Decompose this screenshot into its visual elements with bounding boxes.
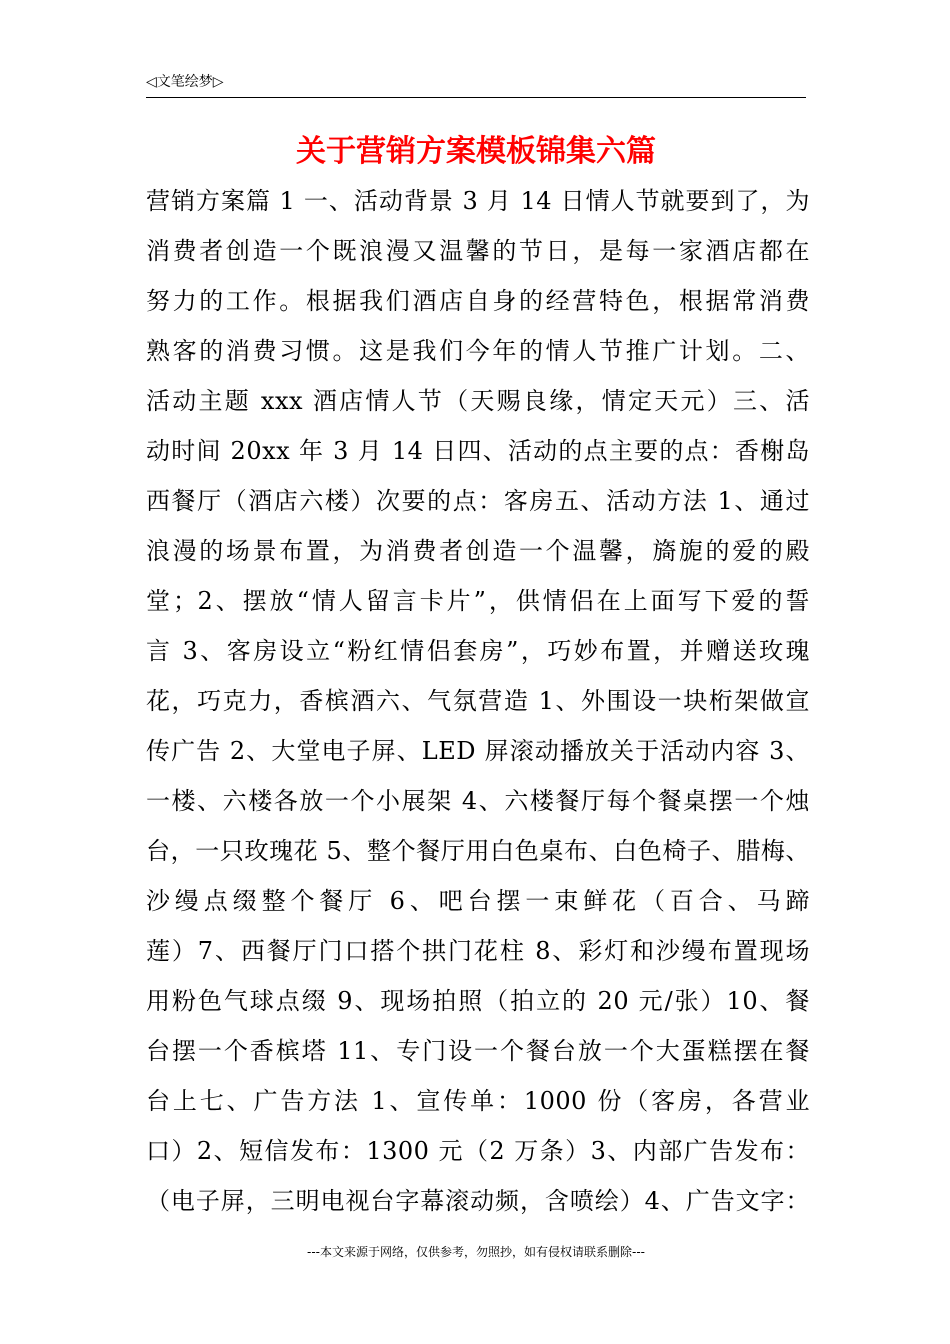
body-line: 用粉色气球点缀 9、现场拍照（拍立的 20 元/张）10、餐: [146, 987, 810, 1015]
body-line: （电子屏，三明电视台字幕滚动频，含喷绘）4、广告文字：: [146, 1187, 810, 1215]
header-label: ◁文笔绘梦▷: [146, 74, 224, 90]
body-line: 消费者创造一个既浪漫又温馨的节日，是每一家酒店都在: [146, 237, 810, 265]
body-line: 动时间 20xx 年 3 月 14 日四、活动的点主要的点：香榭岛: [146, 437, 810, 465]
body-line: 言 3、客房设立“粉红情侣套房”，巧妙布置，并赠送玫瑰: [146, 637, 810, 665]
page-header: [146, 70, 806, 98]
body-line: 台摆一个香槟塔 11、专门设一个餐台放一个大蛋糕摆在餐: [146, 1037, 810, 1065]
body-line: 传广告 2、大堂电子屏、LED 屏滚动播放关于活动内容 3、: [146, 737, 810, 765]
body-line: 一楼、六楼各放一个小展架 4、六楼餐厅每个餐桌摆一个烛: [146, 787, 810, 815]
body-line: 堂；2、摆放“情人留言卡片”，供情侣在上面写下爱的誓: [146, 587, 810, 615]
body-line: 西餐厅（酒店六楼）次要的点：客房五、活动方法 1、通过: [146, 487, 810, 515]
body-line: 努力的工作。根据我们酒店自身的经营特色，根据常消费: [146, 287, 810, 315]
body-line: 活动主题 xxx 酒店情人节（天赐良缘，情定天元）三、活: [146, 387, 810, 415]
body-line: 口）2、短信发布：1300 元（2 万条）3、内部广告发布：: [146, 1137, 810, 1165]
page-footer: ---本文来源于网络，仅供参考，勿照抄，如有侵权请联系删除---: [307, 1245, 645, 1259]
body-line: 莲）7、西餐厅门口搭个拱门花柱 8、彩灯和沙缦布置现场: [146, 937, 810, 965]
body-line: 台，一只玫瑰花 5、整个餐厅用白色桌布、白色椅子、腊梅、: [146, 837, 810, 865]
body-line: 沙缦点缀整个餐厅 6、吧台摆一束鲜花（百合、马蹄: [146, 887, 810, 915]
body-line: 浪漫的场景布置，为消费者创造一个温馨，旖旎的爱的殿: [146, 537, 810, 565]
body-line: 熟客的消费习惯。这是我们今年的情人节推广计划。二、: [146, 337, 810, 365]
body-line: 花，巧克力，香槟酒六、气氛营造 1、外围设一块桁架做宣: [146, 687, 810, 715]
document-title: 关于营销方案模板锦集六篇: [296, 134, 656, 169]
document-body: [146, 176, 810, 1226]
body-line: 台上七、广告方法 1、宣传单：1000 份（客房，各营业: [146, 1087, 810, 1115]
body-line: 营销方案篇 1 一、活动背景 3 月 14 日情人节就要到了，为: [146, 187, 810, 215]
